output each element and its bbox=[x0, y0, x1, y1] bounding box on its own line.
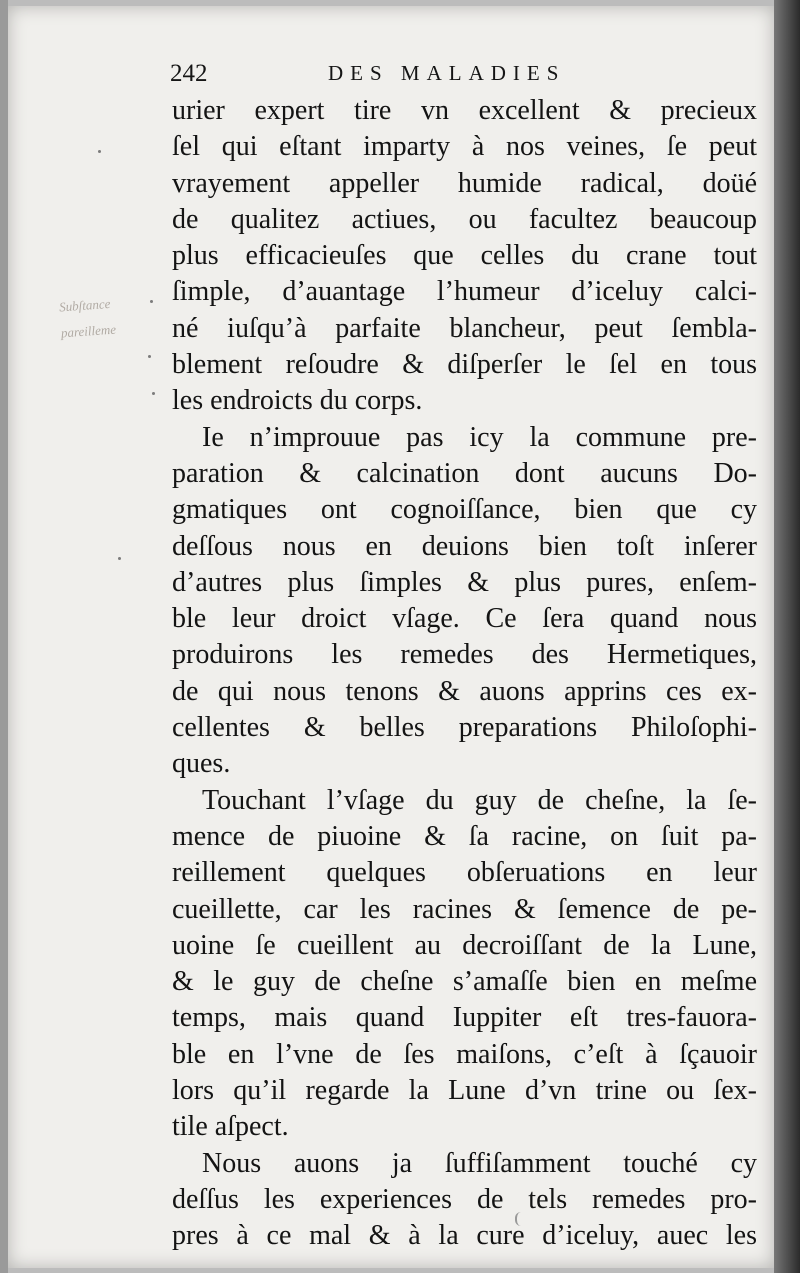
paper-mark bbox=[515, 1212, 525, 1226]
scan-left-edge bbox=[0, 0, 8, 1273]
text-line: deſſous nous en deuions bien toſt inſerer bbox=[172, 530, 757, 562]
faded-margin-note bbox=[58, 290, 131, 347]
text-line: tile aſpect. bbox=[172, 1111, 289, 1143]
text-line: ble leur droict vſage. Ce ſera quand nous bbox=[172, 603, 757, 635]
paragraph-start-line: Nous auons ja ſuffiſamment touché cy bbox=[202, 1147, 757, 1179]
text-line: vrayement appeller humide radical, doüé bbox=[172, 167, 757, 199]
text-line: les endroicts du corps. bbox=[172, 385, 423, 417]
margin-note-line: Subſtance bbox=[58, 295, 111, 315]
running-title: DES MALADIES bbox=[328, 61, 566, 85]
running-head bbox=[170, 60, 630, 94]
text-line: urier expert tire vn excellent & precieux bbox=[172, 95, 757, 126]
paragraph-start-line: Ie n’improuue pas icy la commune pre- bbox=[202, 421, 757, 453]
text-line: ſimple, d’auantage l’humeur d’iceluy calci- bbox=[172, 276, 757, 308]
text-line: blement reſoudre & diſperſer le ſel en tous bbox=[172, 349, 757, 381]
paragraph-start-line: Touchant l’vſage du guy de cheſne, la ſe- bbox=[202, 784, 757, 816]
text-line: produirons les remedes des Hermetiques, bbox=[172, 639, 757, 671]
text-line: ble en l’vne de ſes maiſons, c’eſt à ſçauoir bbox=[172, 1038, 757, 1070]
text-line: de qui nous tenons & auons apprins ces ex- bbox=[172, 675, 757, 707]
paper-speck bbox=[150, 300, 153, 303]
body-text bbox=[172, 93, 757, 1255]
text-line: né iuſqu’à parfaite blancheur, peut ſembla- bbox=[172, 312, 757, 344]
page-number: 242 bbox=[170, 60, 208, 87]
text-line: lors qu’il regarde la Lune d’vn trine ou ſex- bbox=[172, 1075, 757, 1107]
text-line: ques. bbox=[172, 748, 231, 780]
text-line: de qualitez actiues, ou facultez beaucoup bbox=[172, 203, 757, 235]
paper-speck bbox=[152, 392, 155, 395]
paper-speck bbox=[148, 355, 151, 358]
text-line: mence de piuoine & ſa racine, on ſuit pa- bbox=[172, 820, 757, 852]
text-line: paration & calcination dont aucuns Do- bbox=[172, 457, 757, 489]
text-line: deſſus les experiences de tels remedes pro- bbox=[172, 1183, 757, 1215]
text-line: pres à ce mal & à la cure d’iceluy, auec les bbox=[172, 1220, 757, 1252]
text-line: d’autres plus ſimples & plus pures, enſem- bbox=[172, 566, 757, 598]
text-line: reillement quelques obſeruations en leur bbox=[172, 857, 757, 889]
text-line: temps, mais quand Iuppiter eſt tres-fauora- bbox=[172, 1002, 757, 1034]
paper-speck bbox=[118, 557, 121, 560]
text-line: cellentes & belles preparations Philoſophi- bbox=[172, 712, 757, 744]
paper-speck bbox=[98, 150, 101, 153]
text-line: cueillette, car les racines & ſemence de pe- bbox=[172, 893, 757, 925]
scan-right-edge bbox=[774, 0, 800, 1273]
text-line: & le guy de cheſne s’amaſſe bien en meſme bbox=[172, 966, 757, 998]
text-line: uoine ſe cueillent au decroiſſant de la Lune, bbox=[172, 929, 757, 961]
text-line: ſel qui eſtant imparty à nos veines, ſe peut bbox=[172, 131, 757, 163]
text-line: gmatiques ont cognoiſſance, bien que cy bbox=[172, 494, 757, 526]
margin-note-line: pareilleme bbox=[60, 321, 117, 341]
text-line: plus efficacieuſes que celles du crane tout bbox=[172, 240, 757, 272]
